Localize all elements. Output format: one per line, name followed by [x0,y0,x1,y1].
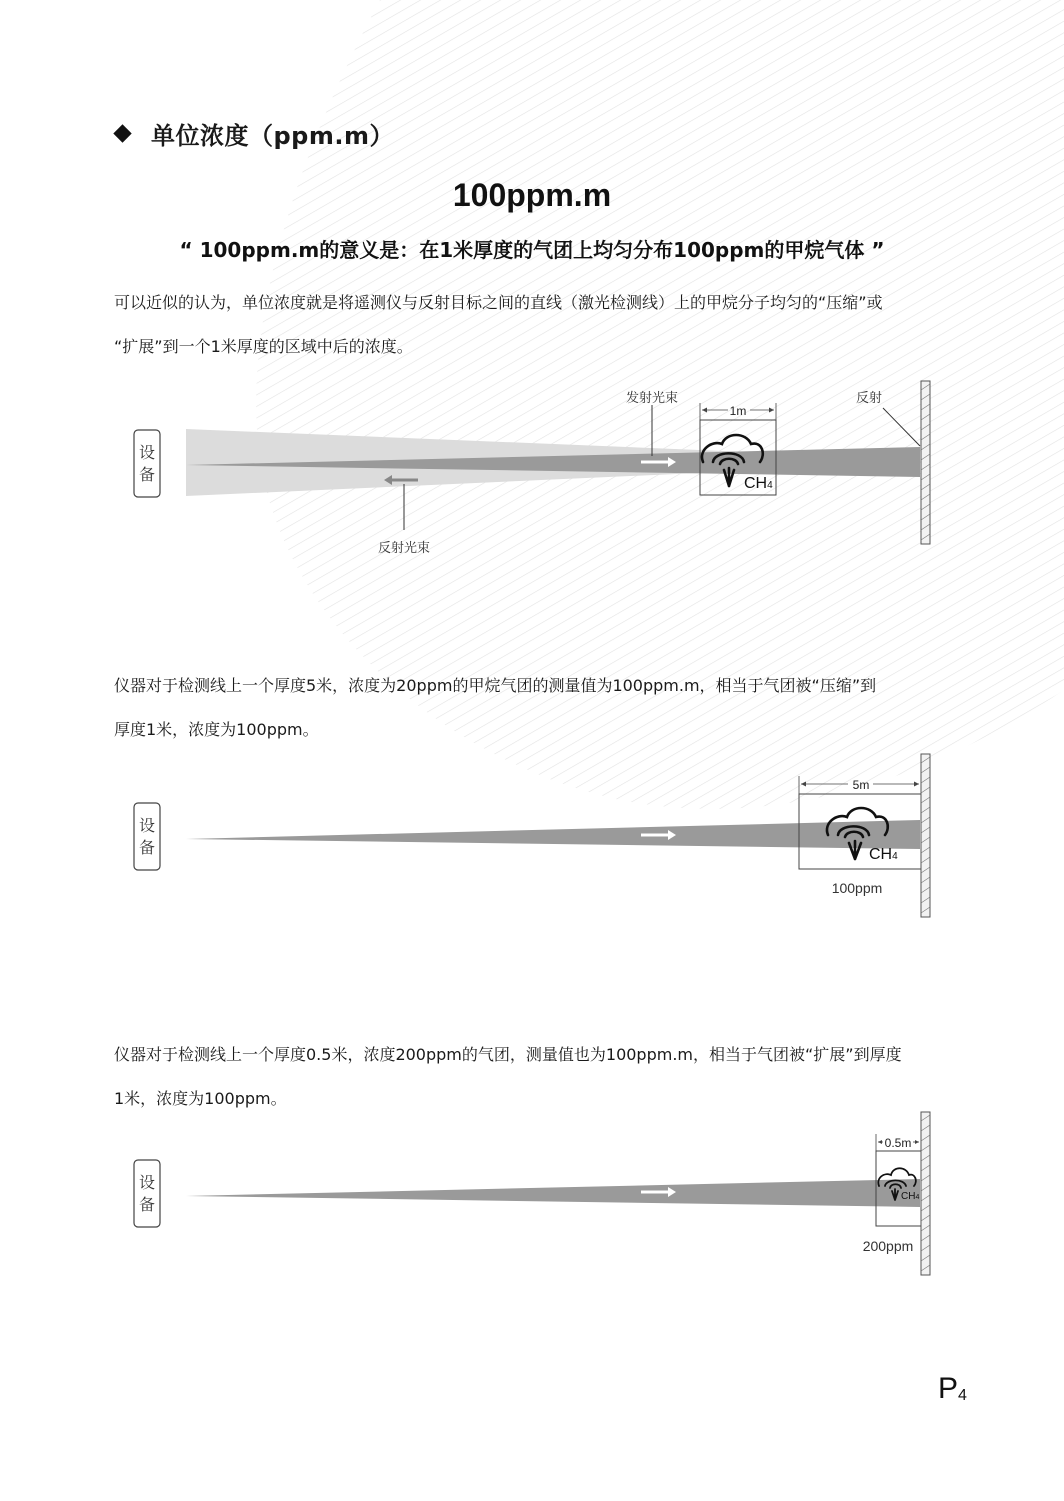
diagram-1m [0,370,1064,570]
concentration-label: 200ppm [862,1238,914,1254]
device-label-top: 设 [138,1173,156,1192]
gas-formula: CH4 [901,1191,920,1202]
width-label: 5m [852,778,870,792]
device-label-top: 设 [138,816,156,835]
width-label: 1m [729,404,747,418]
device-label-bottom: 备 [138,1195,156,1214]
intro-line-1: 可以近似的认为，单位浓度就是将遥测仪与反射目标之间的直线（激光检测线）上的甲烷分子均匀的“压缩”或 [114,293,883,312]
device-label-bottom: 备 [138,465,156,484]
reflector-wall [921,381,930,544]
gas-formula: CH4 [869,846,898,863]
device-box [134,1160,160,1227]
section-heading [114,116,394,151]
emitted-beam [186,1179,920,1207]
gas-formula: CH4 [744,475,773,492]
compress-line-2: 厚度1米，浓度为100ppm。 [114,720,319,739]
diagram-5m [0,750,1064,920]
reflector-wall [921,754,930,917]
compress-paragraph [114,664,949,752]
section-heading-text: 单位浓度（ppm.m） [151,122,394,150]
intro-line-2: “扩展”到一个1米厚度的区域中后的浓度。 [114,337,413,356]
emitted-beam [186,820,920,849]
page-number: $P_4$ [938,1372,967,1405]
expand-line-2: 1米，浓度为100ppm。 [114,1089,287,1108]
compress-line-1: 仪器对于检测线上一个厚度5米，浓度为20ppm的甲烷气团的测量值为100ppm.m，相当于气团被“压缩”到 [114,676,877,695]
emit-beam-label: 发射光束 [625,391,679,406]
reflector-wall [921,1112,930,1275]
expand-line-1: 仪器对于检测线上一个厚度0.5米，浓度200ppm的气团，测量值也为100ppm.m，相当于气团被“扩展”到厚度 [114,1045,902,1064]
intro-paragraph [114,281,949,369]
device-label-top: 设 [138,443,156,462]
device-box [134,430,160,497]
diagram-0-5m [0,1105,1064,1280]
device-label-bottom: 备 [138,838,156,857]
reflected-beam-label: 反射光束 [377,541,431,556]
concentration-label: 100ppm [831,880,883,896]
width-label: 0.5m [884,1136,912,1150]
reflector-label: 反射 [855,391,883,406]
device-box [134,803,160,870]
definition-quote: “ 100ppm.m的意义是：在1米厚度的气团上均匀分布100ppm的甲烷气体 ” [179,238,885,262]
diamond-bullet-icon [113,124,131,142]
main-title: 100ppm.m [452,177,612,213]
